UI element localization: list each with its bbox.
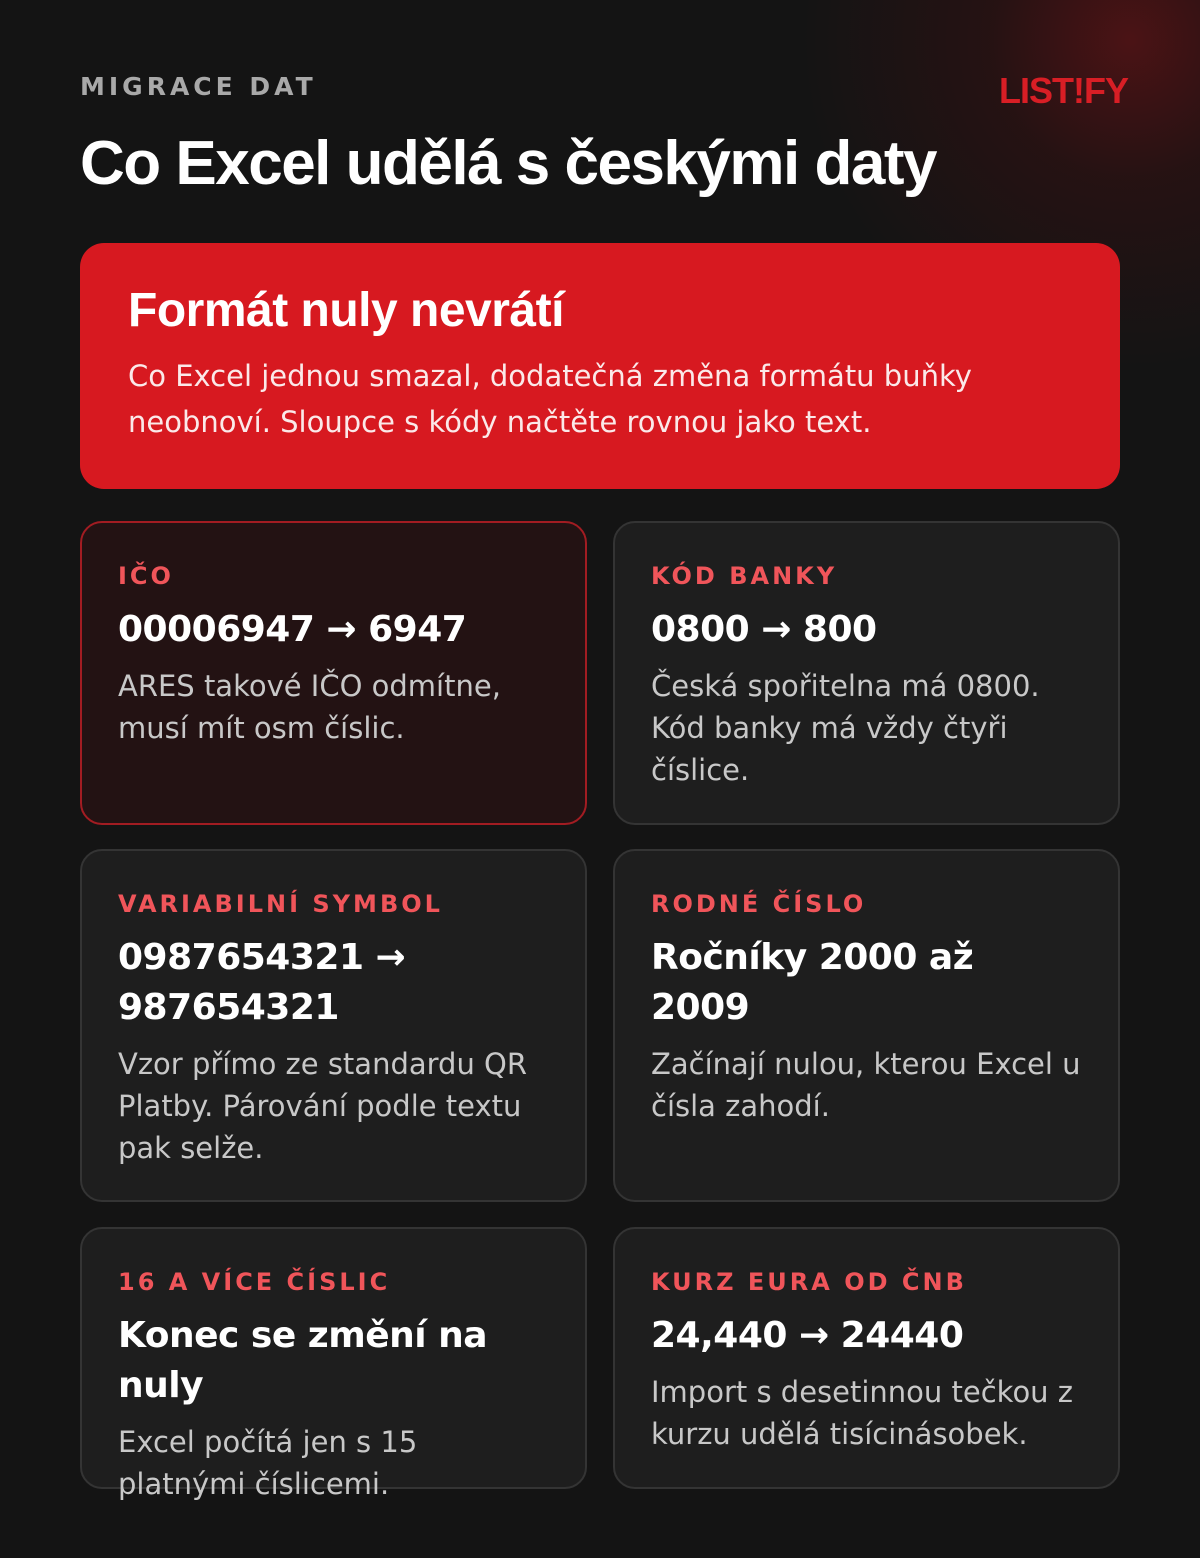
card-description: Excel počítá jen s 15 platnými číslicemi.	[118, 1425, 418, 1501]
banner-title: Formát nuly nevrátí	[128, 284, 564, 337]
page-title: Co Excel udělá s českými daty	[80, 129, 936, 198]
card-rodne-cislo	[613, 849, 1120, 1202]
card-value: 24,440 → 24440	[651, 1315, 964, 1356]
card-label: KÓD BANKY	[651, 562, 838, 590]
warning-banner	[80, 243, 1120, 489]
card-kurz-eura	[613, 1227, 1120, 1489]
card-16-cislic	[80, 1227, 587, 1501]
card-description: Import s desetinnou tečkou z kurzu udělá tisícinásobek.	[651, 1375, 1074, 1451]
brand-logo: LIST!FY	[999, 70, 1128, 111]
card-description: ARES takové IČO odmítne, musí mít osm číslic.	[118, 669, 501, 745]
banner-text: Co Excel jednou smazal, dodatečná změna formátu buňky neobnoví. Sloupce s kódy načtěte rovnou jako text.	[128, 359, 972, 439]
card-value: 0800 → 800	[651, 609, 877, 650]
card-value: 00006947 → 6947	[118, 609, 467, 650]
card-description: Česká spořitelna má 0800. Kód banky má vždy čtyři číslice.	[651, 669, 1040, 787]
card-value: Konec se změní na nuly	[118, 1315, 488, 1406]
card-description: Vzor přímo ze standardu QR Platby. Párování podle textu pak selže.	[118, 1047, 528, 1165]
card-description: Začínají nulou, kterou Excel u čísla zahodí.	[651, 1047, 1081, 1123]
card-label: RODNÉ ČÍSLO	[651, 890, 867, 918]
eyebrow-label: MIGRACE DAT	[80, 72, 317, 101]
card-label: 16 A VÍCE ČÍSLIC	[118, 1268, 391, 1296]
card-ico	[80, 521, 587, 825]
card-kod-banky	[613, 521, 1120, 825]
card-label: VARIABILNÍ SYMBOL	[118, 890, 443, 918]
card-variabilni-symbol	[80, 849, 587, 1202]
card-label: KURZ EURA OD ČNB	[651, 1268, 967, 1296]
card-value: Ročníky 2000 až 2009	[651, 937, 974, 1028]
card-value: 0987654321 → 987654321	[118, 937, 406, 1028]
card-label: IČO	[118, 562, 174, 590]
